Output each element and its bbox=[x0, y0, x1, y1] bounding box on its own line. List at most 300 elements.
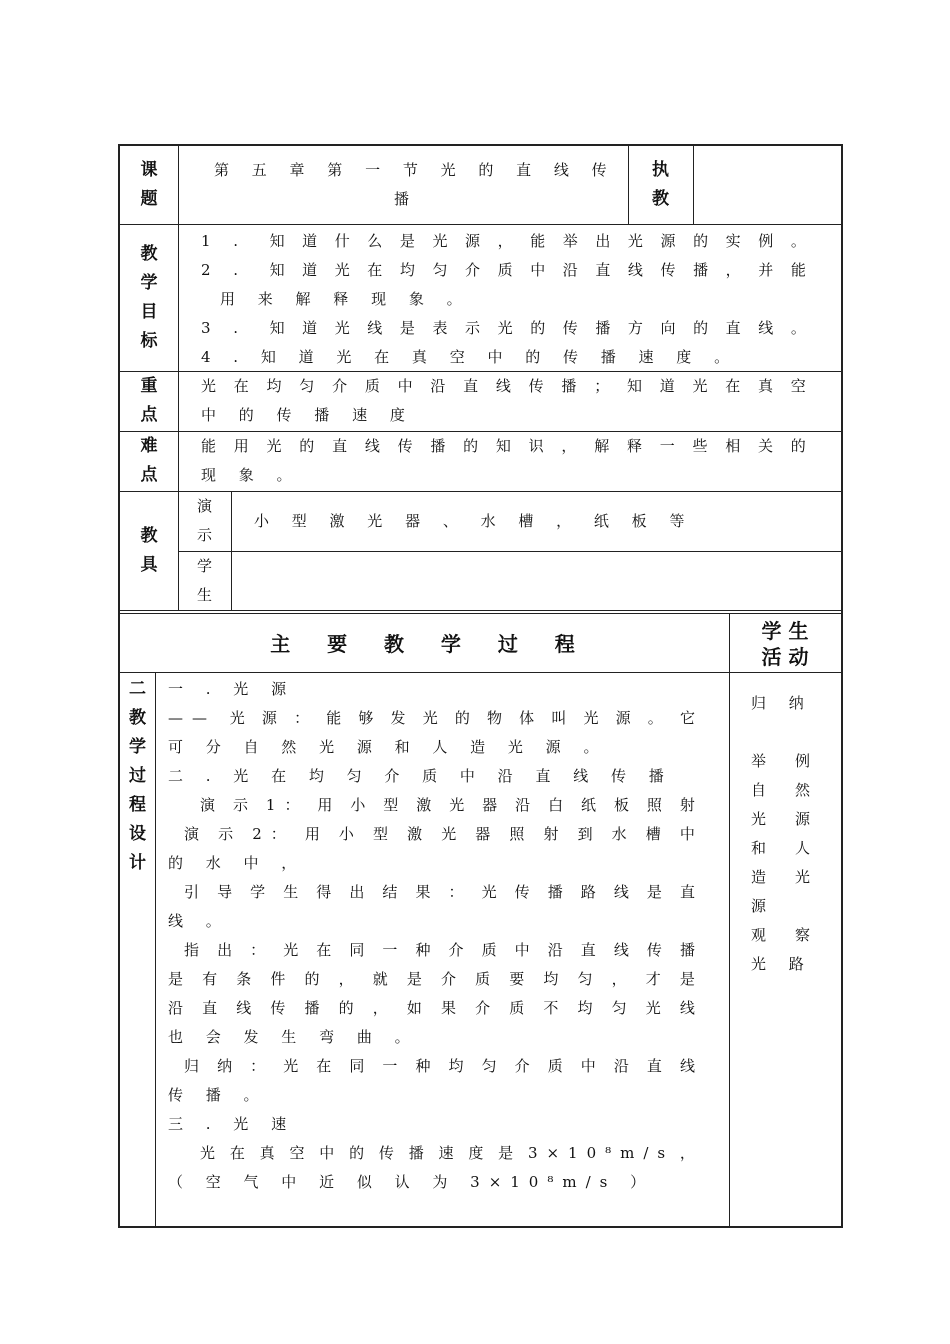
char: 播 bbox=[547, 883, 572, 901]
title-label: 课 题 bbox=[140, 160, 158, 209]
char: 在 bbox=[367, 261, 392, 279]
char: 纸 bbox=[581, 796, 606, 814]
char: 在 bbox=[316, 1057, 341, 1075]
row-key-points bbox=[120, 372, 841, 431]
side-label-char: 过 bbox=[129, 766, 146, 786]
char: 传 bbox=[660, 261, 685, 279]
char: 传 bbox=[397, 437, 422, 455]
char: 型 bbox=[383, 796, 408, 814]
char: 的 bbox=[463, 437, 488, 455]
char: 线 bbox=[627, 261, 652, 279]
char: 知 bbox=[495, 437, 520, 455]
teacher-value bbox=[694, 146, 841, 224]
char: 槽 bbox=[645, 825, 670, 843]
text-line bbox=[168, 1139, 704, 1168]
text-line: 光 路 bbox=[751, 955, 813, 973]
side-label-char: 设 bbox=[129, 824, 146, 844]
char: 质 bbox=[547, 1057, 572, 1075]
char: 播 bbox=[408, 1144, 433, 1162]
text-line: （ 空 气 中 近 似 认 为 3×10⁸m/s ） bbox=[168, 1173, 655, 1191]
char: 小 bbox=[350, 796, 375, 814]
char: 沿 bbox=[613, 1057, 638, 1075]
char: 2： bbox=[252, 825, 295, 843]
side-label-char: 教 bbox=[129, 708, 146, 728]
char: 度 bbox=[468, 1144, 493, 1162]
char: 知 bbox=[626, 377, 651, 395]
char: 线 bbox=[495, 377, 520, 395]
char: 激 bbox=[407, 825, 432, 843]
char: 中 bbox=[530, 261, 555, 279]
char: 条 bbox=[236, 970, 261, 988]
char: 的 bbox=[790, 437, 815, 455]
char: ， bbox=[497, 232, 522, 250]
char: 的 bbox=[454, 709, 479, 727]
char: 真 bbox=[758, 377, 783, 395]
char: 均 bbox=[448, 1057, 473, 1075]
char: 示 bbox=[465, 319, 490, 337]
char: 器 bbox=[482, 796, 507, 814]
char: 传 bbox=[378, 1144, 403, 1162]
char: —— 光 bbox=[168, 709, 254, 727]
char: 型 bbox=[373, 825, 398, 843]
char: 发 bbox=[390, 709, 415, 727]
text-line: 归 纳 bbox=[751, 694, 813, 712]
char: 小 bbox=[338, 825, 363, 843]
student-activity-header: 学 生 活 动 bbox=[761, 619, 809, 669]
demo-label: 演 示 bbox=[196, 497, 212, 544]
char: 光 bbox=[200, 1144, 225, 1162]
char: 的 bbox=[530, 319, 555, 337]
char: 光 bbox=[441, 825, 466, 843]
char: 向 bbox=[660, 319, 685, 337]
char: 出 bbox=[349, 883, 374, 901]
char: 线 bbox=[758, 319, 783, 337]
char: 直 bbox=[646, 1057, 671, 1075]
char: 直 bbox=[580, 941, 605, 959]
char: 相 bbox=[725, 437, 750, 455]
char: 介 bbox=[441, 970, 466, 988]
char: 3×10⁸m/s bbox=[527, 1144, 675, 1162]
char: 的 bbox=[299, 437, 324, 455]
row-objectives bbox=[120, 225, 841, 371]
char: 它 bbox=[679, 709, 704, 727]
char: 同 bbox=[349, 1057, 374, 1075]
char: 在 bbox=[316, 941, 341, 959]
char: 在 bbox=[725, 377, 750, 395]
char: 光 bbox=[751, 810, 776, 828]
char: 均 bbox=[399, 261, 424, 279]
demo-tools-text: 小 型 激 光 器 、 水 槽 ， 纸 板 等 bbox=[254, 512, 694, 530]
char: 是 bbox=[498, 1144, 523, 1162]
char: 源 bbox=[660, 232, 685, 250]
char: 能 bbox=[326, 709, 351, 727]
char: 传 bbox=[514, 883, 539, 901]
char: 在 bbox=[233, 377, 258, 395]
char: 沿 bbox=[515, 796, 540, 814]
char: 演 bbox=[184, 825, 209, 843]
char: 一 bbox=[382, 1057, 407, 1075]
char: 空 bbox=[289, 1144, 314, 1162]
char: 介 bbox=[332, 377, 357, 395]
text-line bbox=[168, 994, 704, 1023]
text-line: 的 水 中 ， bbox=[168, 854, 306, 872]
char: 是 bbox=[679, 970, 704, 988]
process-title: 主 要 教 学 过 程 bbox=[270, 632, 579, 656]
char: 知 bbox=[269, 232, 294, 250]
char: 就 bbox=[372, 970, 397, 988]
char: 光 bbox=[692, 377, 717, 395]
char: 不 bbox=[543, 999, 568, 1017]
char: 传 bbox=[646, 941, 671, 959]
char: 真 bbox=[259, 1144, 284, 1162]
char: 板 bbox=[613, 796, 638, 814]
char: 沿 bbox=[547, 941, 572, 959]
char: 光 bbox=[645, 999, 670, 1017]
char: 光 bbox=[334, 319, 359, 337]
char: 知 bbox=[269, 319, 294, 337]
char: 线 bbox=[367, 319, 392, 337]
char: ， bbox=[372, 999, 397, 1017]
char: 是 bbox=[406, 970, 431, 988]
char: ： bbox=[448, 883, 473, 901]
text-line bbox=[168, 791, 704, 820]
char: 照 bbox=[509, 825, 534, 843]
char: 介 bbox=[448, 941, 473, 959]
char: 传 bbox=[528, 377, 553, 395]
char: 自 bbox=[751, 781, 776, 799]
char: 质 bbox=[509, 999, 534, 1017]
text-line: 三 . 光 速 bbox=[168, 1115, 296, 1133]
char: 光 bbox=[266, 437, 291, 455]
side-label-char: 程 bbox=[129, 795, 146, 815]
char: 质 bbox=[497, 261, 522, 279]
char: 观 bbox=[751, 926, 776, 944]
key-points-text: 光 在 均 匀 介 质 中 沿 直 线 传 播 ； 知 道 光 在 真 空 中 的 传 播 速 度 bbox=[201, 372, 815, 430]
char: 光 bbox=[334, 261, 359, 279]
char: 中 bbox=[397, 377, 422, 395]
char: 介 bbox=[475, 999, 500, 1017]
char: 解 bbox=[594, 437, 619, 455]
char: 光 bbox=[497, 319, 522, 337]
char: 什 bbox=[334, 232, 359, 250]
char: 然 bbox=[794, 781, 819, 799]
char: 例 bbox=[758, 232, 783, 250]
char: 的 bbox=[304, 970, 329, 988]
char: 。 bbox=[790, 319, 815, 337]
char: 线 bbox=[679, 1057, 704, 1075]
char: 均 bbox=[543, 970, 568, 988]
process-body bbox=[120, 673, 841, 1226]
char: 匀 bbox=[432, 261, 457, 279]
side-label-char: 学 bbox=[129, 737, 146, 757]
char: 要 bbox=[509, 970, 534, 988]
char: 光 bbox=[794, 868, 819, 886]
char: 直 bbox=[595, 261, 620, 279]
key-label: 重 点 bbox=[140, 376, 158, 425]
char: 演 bbox=[200, 796, 225, 814]
char: ： bbox=[294, 709, 319, 727]
text-line: 源 bbox=[751, 897, 776, 915]
char: 纳 bbox=[217, 1057, 242, 1075]
char: 些 bbox=[692, 437, 717, 455]
char: 匀 bbox=[577, 970, 602, 988]
char: 人 bbox=[794, 839, 819, 857]
char: 的 bbox=[338, 999, 363, 1017]
char: 速 bbox=[438, 1144, 463, 1162]
process-content bbox=[168, 675, 704, 1197]
char: ， bbox=[338, 970, 363, 988]
text-line: 二 . 光 在 均 匀 介 质 中 沿 直 线 传 播 bbox=[168, 767, 673, 785]
char: 光 bbox=[583, 709, 608, 727]
text-line bbox=[168, 965, 704, 994]
char: 播 bbox=[430, 437, 455, 455]
char: 是 bbox=[646, 883, 671, 901]
char: 用 bbox=[304, 825, 329, 843]
char: 介 bbox=[514, 1057, 539, 1075]
char: 沿 bbox=[168, 999, 193, 1017]
char: 导 bbox=[217, 883, 242, 901]
char: 叫 bbox=[551, 709, 576, 727]
char: 质 bbox=[364, 377, 389, 395]
char: 能 bbox=[530, 232, 555, 250]
char: 2 . bbox=[201, 261, 248, 279]
difficulty-text: 能 用 光 的 直 线 传 播 的 知 识 ， 解 释 一 些 相 关 的 现 象 。 bbox=[201, 432, 815, 490]
char: 光 bbox=[283, 1057, 308, 1075]
char: 中 bbox=[514, 941, 539, 959]
char: 是 bbox=[399, 232, 424, 250]
side-label-char: 计 bbox=[129, 853, 146, 873]
student-label: 学 生 bbox=[196, 557, 212, 604]
char: 的 bbox=[693, 232, 718, 250]
process-side-label bbox=[120, 675, 155, 878]
char: 播 bbox=[304, 999, 329, 1017]
char: 激 bbox=[416, 796, 441, 814]
student-activity-content bbox=[751, 689, 819, 979]
char: 举 bbox=[562, 232, 587, 250]
char: 直 bbox=[202, 999, 227, 1017]
char: 光 bbox=[481, 883, 506, 901]
text-line: 传 播 。 bbox=[168, 1086, 268, 1104]
char: 造 bbox=[751, 868, 776, 886]
text-line bbox=[751, 805, 819, 834]
process-header bbox=[120, 614, 841, 672]
char: 均 bbox=[577, 999, 602, 1017]
char: 物 bbox=[487, 709, 512, 727]
char: 如 bbox=[406, 999, 431, 1017]
char: 么 bbox=[367, 232, 392, 250]
tools-label: 教 具 bbox=[140, 526, 158, 575]
char: 匀 bbox=[611, 999, 636, 1017]
char: 匀 bbox=[299, 377, 324, 395]
char: 直 bbox=[725, 319, 750, 337]
char: 照 bbox=[646, 796, 671, 814]
char: 到 bbox=[577, 825, 602, 843]
char: 件 bbox=[270, 970, 295, 988]
char: ， bbox=[679, 1144, 704, 1162]
char: 一 bbox=[382, 941, 407, 959]
side-label-char: 二 bbox=[129, 679, 146, 699]
char: 方 bbox=[627, 319, 652, 337]
char: 播 bbox=[693, 261, 718, 279]
char: 是 bbox=[399, 319, 424, 337]
char: 光 bbox=[201, 377, 226, 395]
char: 出 bbox=[595, 232, 620, 250]
text-line bbox=[751, 921, 819, 950]
char: 线 bbox=[679, 999, 704, 1017]
char: 示 bbox=[232, 796, 257, 814]
char: 匀 bbox=[481, 1057, 506, 1075]
char: 光 bbox=[449, 796, 474, 814]
objectives-list bbox=[201, 227, 815, 372]
objectives-label: 教 学 目 标 bbox=[140, 244, 158, 351]
char: 路 bbox=[580, 883, 605, 901]
char: 1： bbox=[265, 796, 309, 814]
char: ， bbox=[561, 437, 586, 455]
char: 实 bbox=[725, 232, 750, 250]
text-line: 可 分 自 然 光 源 和 人 造 光 源 。 bbox=[168, 738, 608, 756]
char: 举 bbox=[751, 752, 776, 770]
char: 道 bbox=[659, 377, 684, 395]
char: 线 bbox=[236, 999, 261, 1017]
char: ， bbox=[725, 261, 750, 279]
char: 是 bbox=[168, 970, 193, 988]
char: 空 bbox=[790, 377, 815, 395]
char: 引 bbox=[184, 883, 209, 901]
char: 介 bbox=[465, 261, 490, 279]
char: 才 bbox=[645, 970, 670, 988]
char: 一 bbox=[659, 437, 684, 455]
text-line bbox=[168, 820, 704, 849]
char: 识 bbox=[528, 437, 553, 455]
text-line: 一 . 光 源 bbox=[168, 680, 296, 698]
char: 源 bbox=[465, 232, 490, 250]
text-line bbox=[168, 704, 704, 733]
objective-2-cont: 用 来 解 释 现 象 。 bbox=[220, 290, 471, 308]
char: 播 bbox=[561, 377, 586, 395]
char: 直 bbox=[679, 883, 704, 901]
char: 用 bbox=[317, 796, 342, 814]
row-difficulty bbox=[120, 432, 841, 491]
lesson-plan-table bbox=[118, 144, 843, 1228]
char: 源 bbox=[615, 709, 640, 727]
char: 结 bbox=[382, 883, 407, 901]
char: 的 bbox=[349, 1144, 374, 1162]
char: 并 bbox=[758, 261, 783, 279]
row-title bbox=[120, 146, 841, 224]
char: 种 bbox=[415, 941, 440, 959]
char: 同 bbox=[349, 941, 374, 959]
char: 指 bbox=[184, 941, 209, 959]
char: 射 bbox=[679, 796, 704, 814]
char: ， bbox=[611, 970, 636, 988]
char: 生 bbox=[283, 883, 308, 901]
char: ： bbox=[250, 941, 275, 959]
char: 光 bbox=[422, 709, 447, 727]
char: 道 bbox=[302, 261, 327, 279]
char: 3 . bbox=[201, 319, 248, 337]
char: 示 bbox=[218, 825, 243, 843]
difficulty-label: 难 点 bbox=[140, 436, 158, 485]
char: 用 bbox=[233, 437, 258, 455]
char: 。 bbox=[790, 232, 815, 250]
char: 播 bbox=[679, 941, 704, 959]
char: 传 bbox=[270, 999, 295, 1017]
char: 在 bbox=[229, 1144, 254, 1162]
char: 光 bbox=[432, 232, 457, 250]
text-line bbox=[751, 863, 819, 892]
char: 释 bbox=[626, 437, 651, 455]
char: 道 bbox=[302, 319, 327, 337]
char: 射 bbox=[543, 825, 568, 843]
char: 质 bbox=[475, 970, 500, 988]
char: 学 bbox=[250, 883, 275, 901]
objective-2 bbox=[201, 256, 815, 285]
char: 够 bbox=[358, 709, 383, 727]
text-line bbox=[751, 718, 819, 747]
objective-3 bbox=[201, 314, 815, 343]
char: 得 bbox=[316, 883, 341, 901]
char: 中 bbox=[679, 825, 704, 843]
char: 种 bbox=[415, 1057, 440, 1075]
char: 体 bbox=[519, 709, 544, 727]
char: 归 bbox=[184, 1057, 209, 1075]
teacher-label: 执 教 bbox=[652, 160, 669, 209]
char: 质 bbox=[481, 941, 506, 959]
char: 表 bbox=[432, 319, 457, 337]
char: 光 bbox=[283, 941, 308, 959]
objective-4: 4 . 知 道 光 在 真 空 中 的 传 播 速 度 。 bbox=[201, 348, 739, 366]
text-line: 线 。 bbox=[168, 912, 230, 930]
char: 光 bbox=[627, 232, 652, 250]
text-line bbox=[751, 834, 819, 863]
text-line bbox=[168, 1052, 704, 1081]
char: 道 bbox=[302, 232, 327, 250]
char: 能 bbox=[790, 261, 815, 279]
text-line: 也 会 发 生 弯 曲 。 bbox=[168, 1028, 419, 1046]
char: 播 bbox=[595, 319, 620, 337]
text-line bbox=[751, 747, 819, 776]
text-line bbox=[168, 936, 704, 965]
char: 直 bbox=[463, 377, 488, 395]
char: 传 bbox=[562, 319, 587, 337]
char: 器 bbox=[475, 825, 500, 843]
char: 中 bbox=[580, 1057, 605, 1075]
char: 1 . bbox=[201, 232, 248, 250]
char: 线 bbox=[613, 941, 638, 959]
char: 有 bbox=[202, 970, 227, 988]
char: 白 bbox=[548, 796, 573, 814]
text-line bbox=[751, 776, 819, 805]
char: 沿 bbox=[562, 261, 587, 279]
char: 果 bbox=[441, 999, 466, 1017]
char: 和 bbox=[751, 839, 776, 857]
char: 察 bbox=[794, 926, 819, 944]
char: 的 bbox=[693, 319, 718, 337]
char: ； bbox=[594, 377, 619, 395]
char: 。 bbox=[647, 709, 672, 727]
char: 直 bbox=[332, 437, 357, 455]
char: 例 bbox=[794, 752, 819, 770]
char: 出 bbox=[217, 941, 242, 959]
lesson-title: 第 五 章 第 一 节 光 的 直 线 传 播 bbox=[214, 161, 616, 208]
char: 关 bbox=[758, 437, 783, 455]
objective-1 bbox=[201, 227, 815, 256]
char: 水 bbox=[611, 825, 636, 843]
char: 线 bbox=[364, 437, 389, 455]
char: 中 bbox=[319, 1144, 344, 1162]
char: 源 bbox=[261, 709, 286, 727]
char: 果 bbox=[415, 883, 440, 901]
